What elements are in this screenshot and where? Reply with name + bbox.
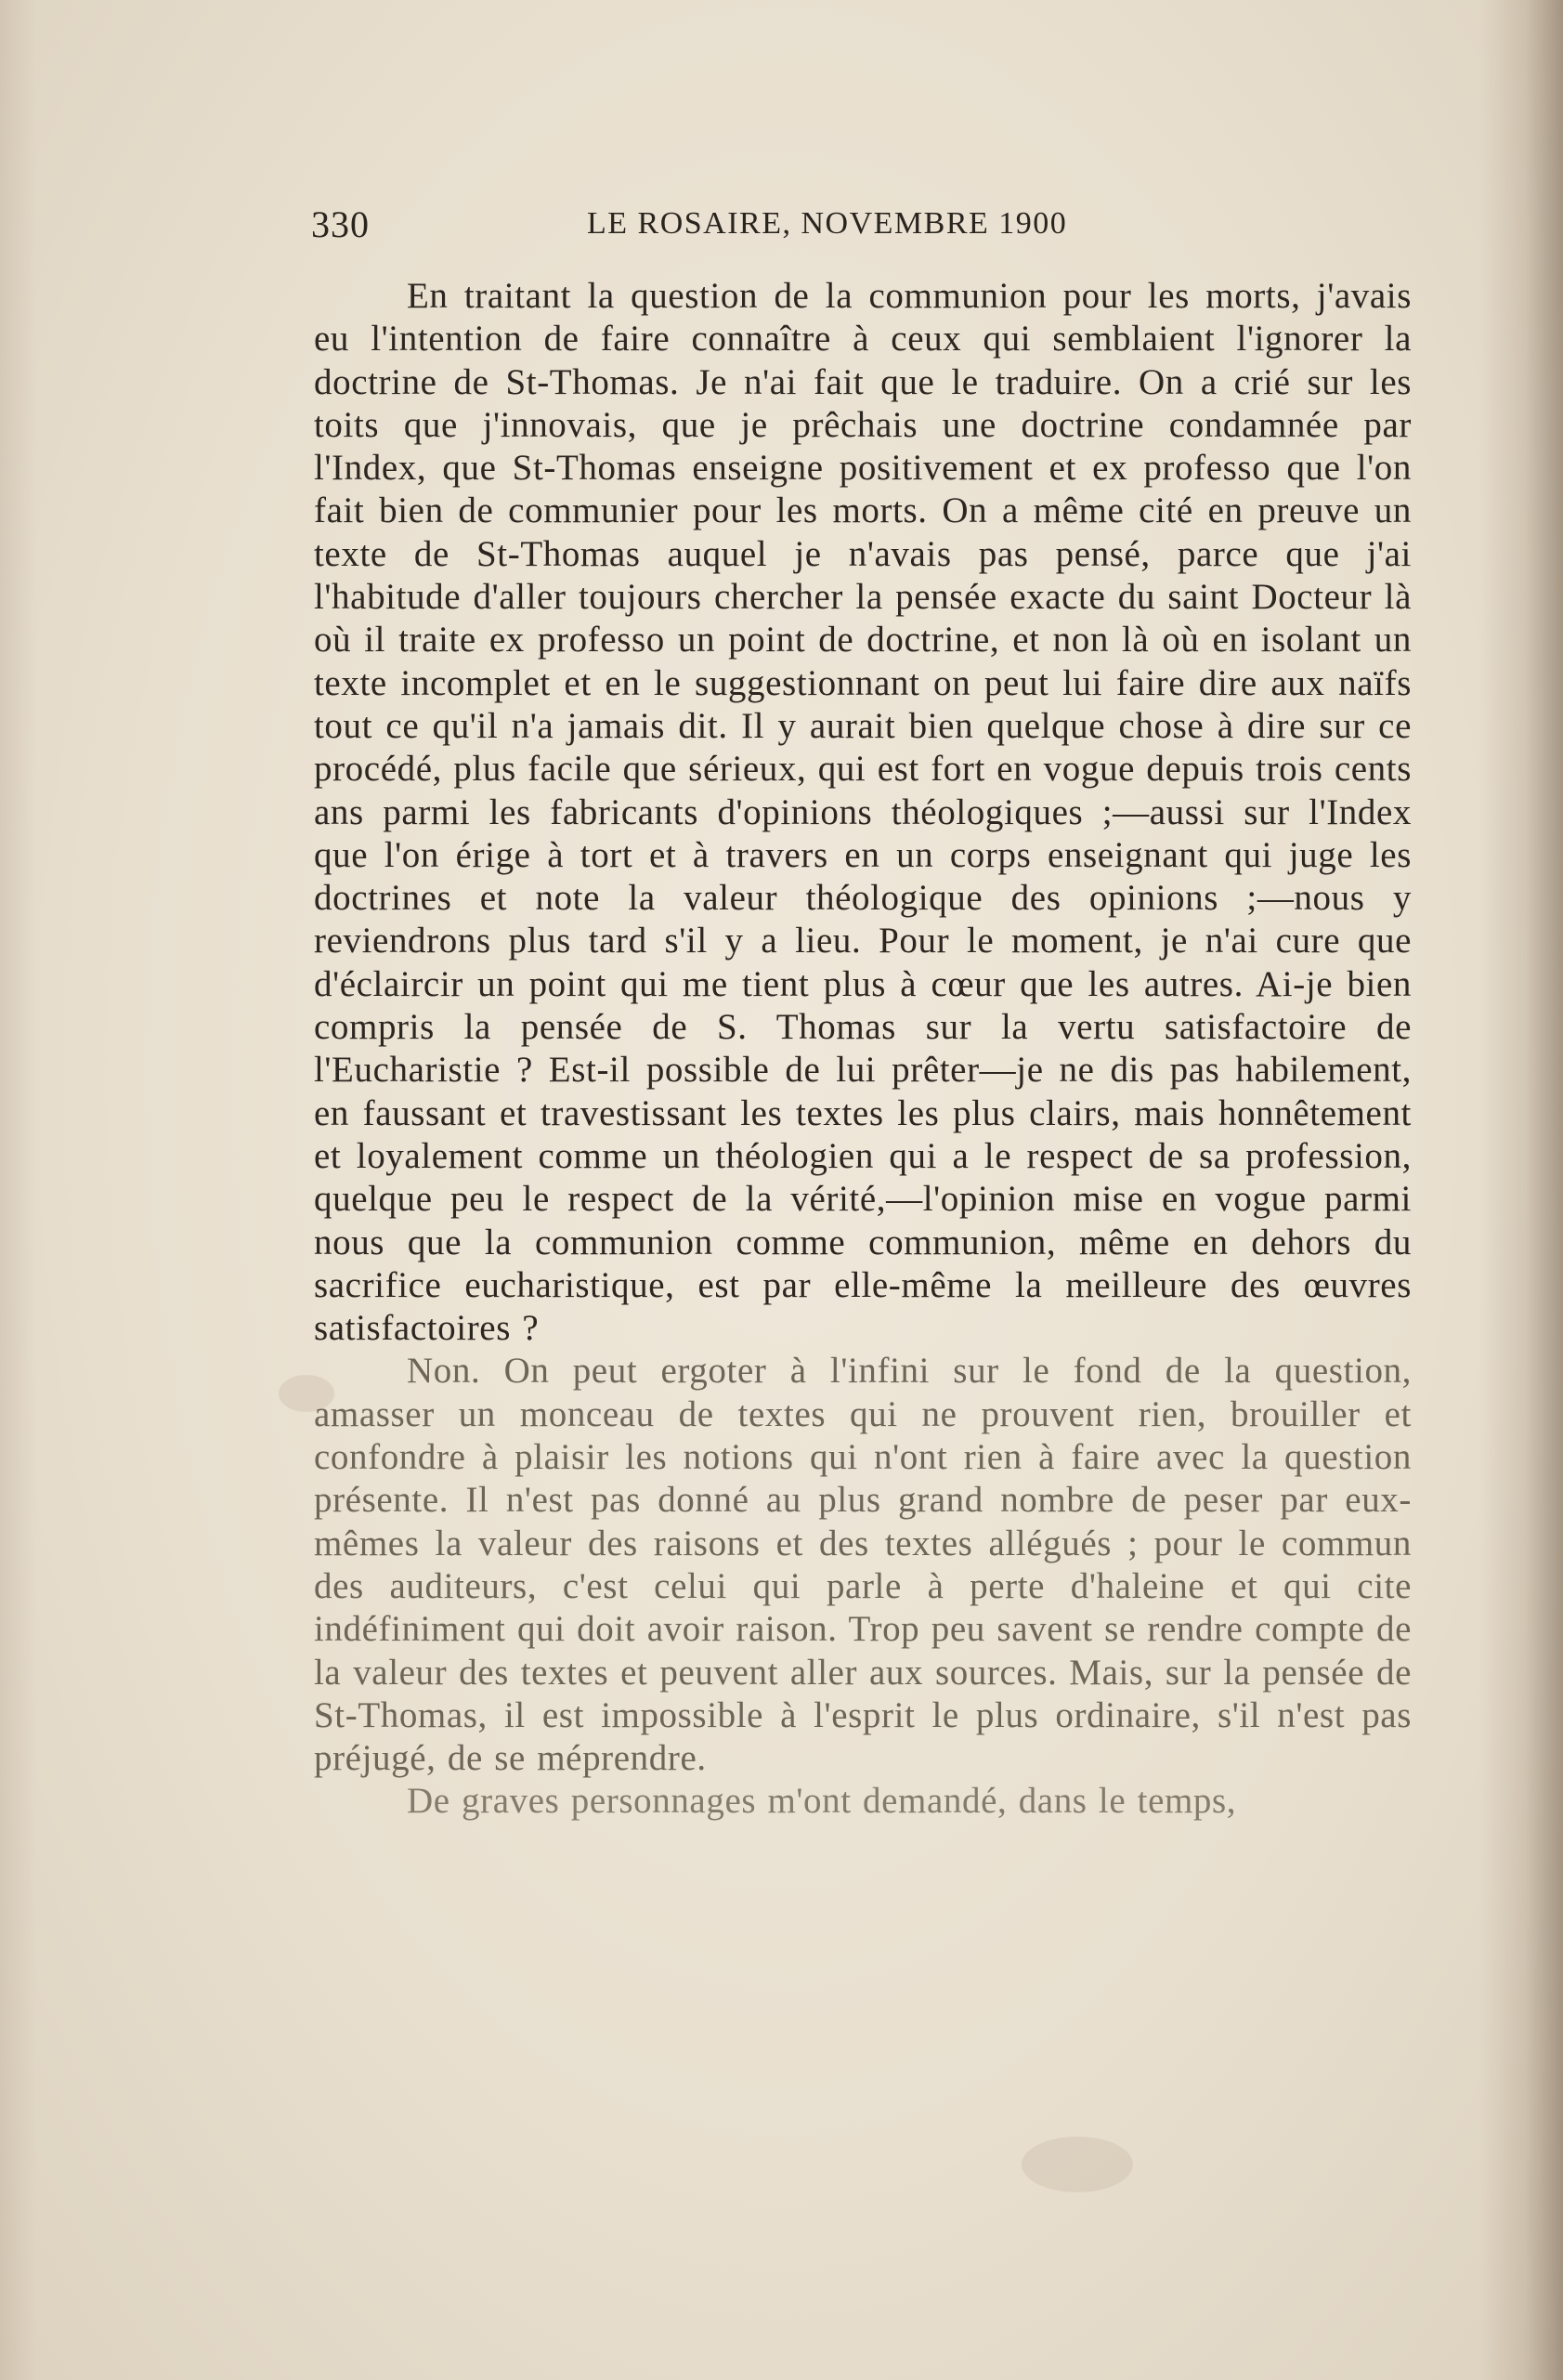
page-number: 330	[311, 203, 370, 245]
page-left-edge	[0, 0, 37, 2380]
paragraph: De graves personnages m'ont demandé, dans le temps,	[407, 1781, 1237, 1822]
body-text	[314, 275, 1412, 1824]
paper-stain	[1022, 2137, 1133, 2192]
running-header	[311, 203, 1412, 249]
page-gutter-shadow	[1479, 0, 1563, 2380]
paragraph: En traitant la question de la communion pour les morts, j'avais eu l'intention de faire connaître à ceux qui semblaient l'ignorer la doctrine de St-Thomas. Je n'ai fait que le traduire. On a crié sur les toits que j'innovais, que je prêchais une doctrine condamnée par l'Index, que St-Thomas enseigne positivement et ex professo que l'on fait bien de communier pour les morts. On a même cité en preuve un texte de St-Thomas auquel je n'avais pas pensé, parce que j'ai l'habitude d'aller toujours chercher la pensée exacte du saint Docteur là où il traite ex professo un point de doctrine, et non là où en isolant un texte incomplet et en le suggestionnant on peut lui faire dire aux naïfs tout ce qu'il n'a jamais dit. Il y aurait bien quelque chose à dire sur ce procédé, plus facile que sérieux, qui est fort en vogue depuis trois cents ans parmi les fabricants d'opinions théologiques ;—aussi sur l'Index que l'on érige à tort et à travers en un corps enseignant qui juge les doctrines et note la valeur théologique des opinions ;—nous y reviendrons plus tard s'il y a lieu. Pour le moment, je n'ai cure que d'éclaircir un point qui me tient plus à cœur que les autres. Ai-je bien compris la pensée de S. Thomas sur la vertu satisfactoire de l'Eucharistie ? Est-il possible de lui prêter—je ne dis pas habilement, en faussant et travestissant les textes les plus clairs, mais honnêtement et loyalement comme un théologien qui a le respect de sa profession, quelque peu le respect de la vérité,—l'opinion mise en vogue parmi nous que la communion comme communion, même en dehors du sacrifice eucharistique, est par elle-même la meilleure des œuvres satisfactoires ?	[314, 276, 1412, 1349]
paragraph: Non. On peut ergoter à l'infini sur le fond de la question, amasser un monceau de textes qui ne prouvent rien, brouiller et confondre à plaisir les notions qui n'ont rien à faire avec la question présente. Il n'est pas donné au plus grand nombre de peser par eux-mêmes la valeur des raisons et des textes allégués ; pour le commun des auditeurs, c'est celui qui parle à perte d'haleine et qui cite indéfiniment qui doit avoir raison. Trop peu savent se rendre compte de la valeur des textes et peuvent aller aux sources. Mais, sur la pensée de St-Thomas, il est impossible à l'esprit le plus ordinaire, s'il n'est pas préjugé, de se méprendre.	[314, 1351, 1412, 1779]
running-title: LE ROSAIRE, NOVEMBRE 1900	[587, 206, 1068, 241]
